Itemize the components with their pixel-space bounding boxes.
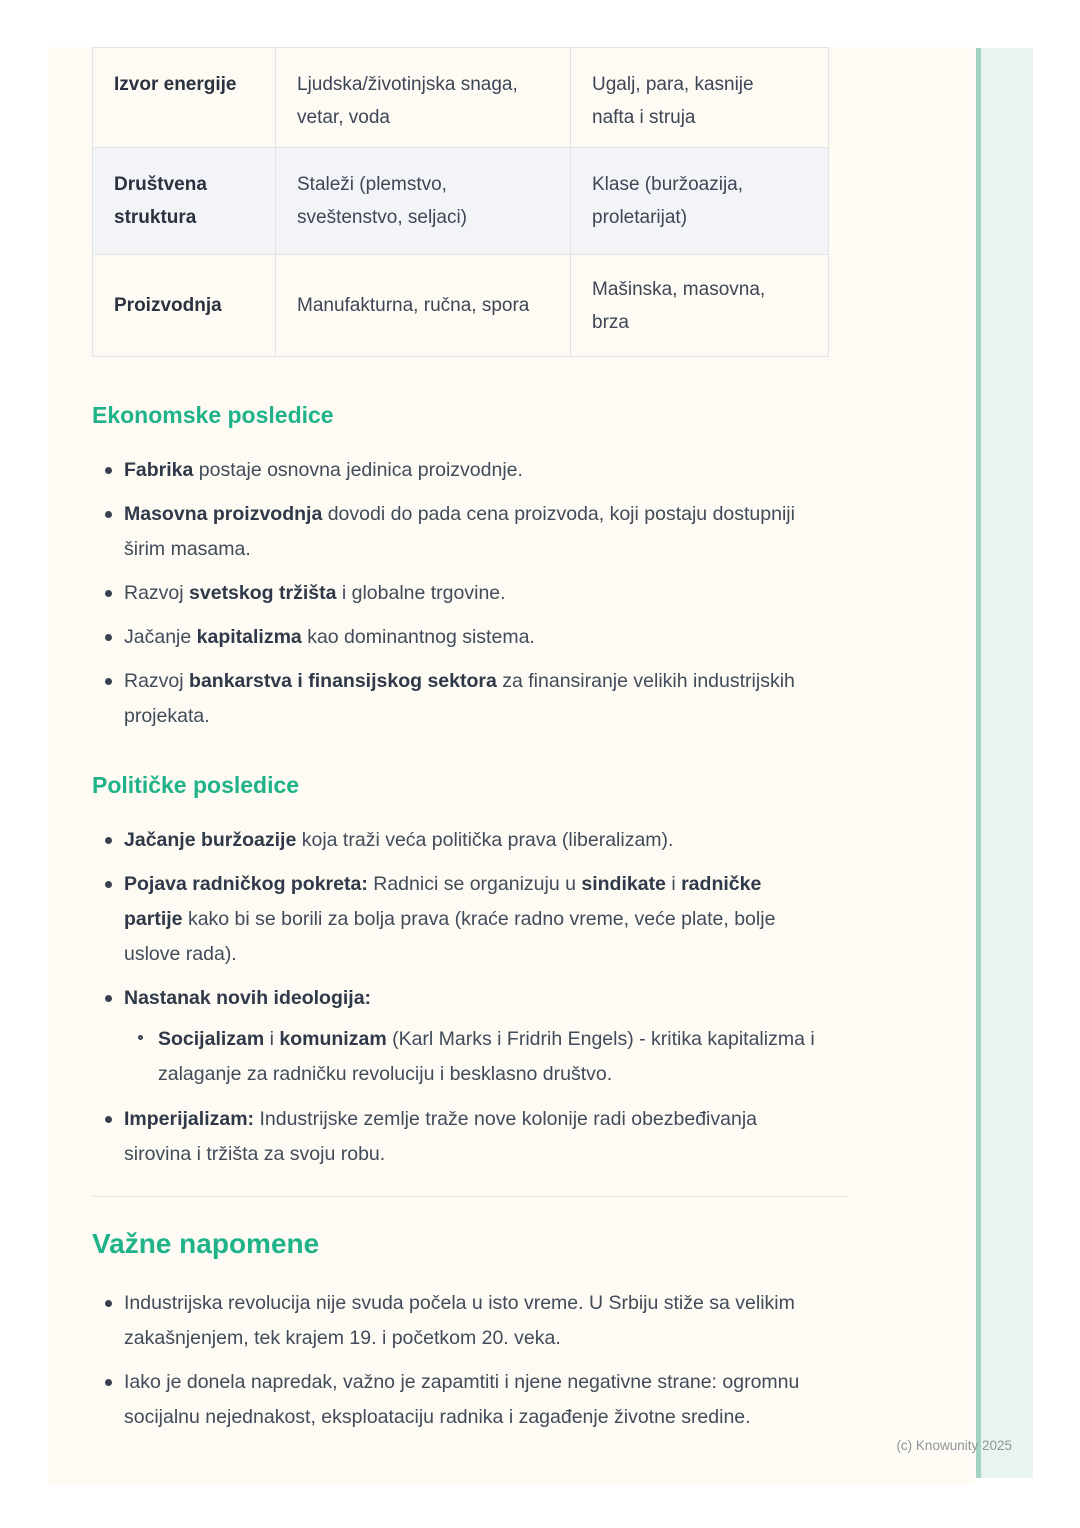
section-heading-political: Političke posledice	[92, 772, 300, 798]
page-content	[92, 356, 848, 1435]
bullet-icon	[105, 467, 112, 474]
list-item	[92, 1365, 825, 1435]
list-item-text: Imperijalizam: Industrijske zemlje traže nove kolonije radi obezbeđivanja sirovina i tržišta za svoju robu.	[124, 1108, 757, 1165]
table-row	[93, 255, 829, 357]
next-page-edge	[976, 48, 1033, 1478]
bullet-icon	[105, 995, 112, 1002]
document-page	[48, 47, 975, 1485]
list-item	[92, 576, 825, 611]
list-item-text: Jačanje kapitalizma kao dominantnog sistema.	[124, 626, 535, 648]
bullet-icon	[105, 837, 112, 844]
copyright-watermark: (c) Knowunity 2025	[896, 1438, 1012, 1453]
after-value-cell: Mašinska, masovna, brza	[571, 255, 829, 357]
bullet-icon	[105, 881, 112, 888]
section-divider	[92, 1196, 848, 1197]
ideologies-sublist	[124, 1022, 825, 1092]
before-value-cell: Manufakturna, ručna, spora	[276, 255, 571, 357]
economic-consequences-list	[92, 453, 825, 734]
list-item	[92, 453, 825, 488]
list-item-text: Masovna proizvodnja dovodi do pada cena proizvoda, koji postaju dostupniji širim masama.	[124, 503, 795, 560]
political-consequences-list	[92, 823, 825, 1172]
list-item	[92, 823, 825, 858]
important-notes-list	[92, 1286, 825, 1435]
bullet-icon	[105, 1116, 112, 1123]
section-heading-notes: Važne napomene	[92, 1228, 320, 1259]
list-item	[92, 1102, 825, 1172]
after-value-cell: Klase (buržoazija, proletarijat)	[571, 148, 829, 255]
list-item	[92, 664, 825, 734]
comparison-table	[92, 47, 829, 357]
list-item	[92, 497, 825, 567]
bullet-icon	[105, 590, 112, 597]
section-heading-economic: Ekonomske posledice	[92, 402, 334, 428]
list-item-text: Razvoj bankarstva i finansijskog sektora za finansiranje velikih industrijskih projekata.	[124, 670, 795, 727]
list-item-text: Razvoj svetskog tržišta i globalne trgovine.	[124, 582, 506, 604]
before-value-cell: Staleži (plemstvo, sveštenstvo, seljaci)	[276, 148, 571, 255]
list-item	[92, 1286, 825, 1356]
circle-bullet-icon	[138, 1035, 143, 1040]
aspect-cell: Izvor energije	[93, 48, 276, 148]
list-item-text: Iako je donela napredak, važno je zapamtiti i njene negativne strane: ogromnu socijalnu nejednakost, eksploataciju radnika i zagađenje životne sredine.	[124, 1371, 800, 1428]
aspect-cell: Društvena struktura	[93, 148, 276, 255]
list-item	[92, 867, 825, 972]
list-item-text: Socijalizam i komunizam (Karl Marks i Fridrih Engels) - kritika kapitalizma i zalaganje za radničku revoluciju i besklasno društvo.	[158, 1028, 815, 1085]
table-row	[93, 148, 829, 255]
bullet-icon	[105, 1300, 112, 1307]
list-item-text: Jačanje buržoazije koja traži veća politička prava (liberalizam).	[124, 829, 674, 851]
sub-list-item	[124, 1022, 825, 1092]
list-item-text: Nastanak novih ideologija:	[124, 987, 372, 1009]
table-row	[93, 48, 829, 148]
list-item	[92, 620, 825, 655]
list-item-text: Pojava radničkog pokreta: Radnici se organizuju u sindikate i radničke partije kako bi se borili za bolja prava (kraće radno vreme, veće plate, bolje uslove rada).	[124, 873, 776, 965]
after-value-cell: Ugalj, para, kasnije nafta i struja	[571, 48, 829, 148]
bullet-icon	[105, 1379, 112, 1386]
list-item-text: Industrijska revolucija nije svuda počela u isto vreme. U Srbiju stiže sa velikim zakašnjenjem, tek krajem 19. i početkom 20. veka.	[124, 1292, 795, 1349]
aspect-cell: Proizvodnja	[93, 255, 276, 357]
list-item-text: Fabrika postaje osnovna jedinica proizvodnje.	[124, 459, 523, 481]
before-value-cell: Ljudska/životinjska snaga, vetar, voda	[276, 48, 571, 148]
bullet-icon	[105, 511, 112, 518]
bullet-icon	[105, 678, 112, 685]
list-item	[92, 981, 825, 1092]
bullet-icon	[105, 634, 112, 641]
